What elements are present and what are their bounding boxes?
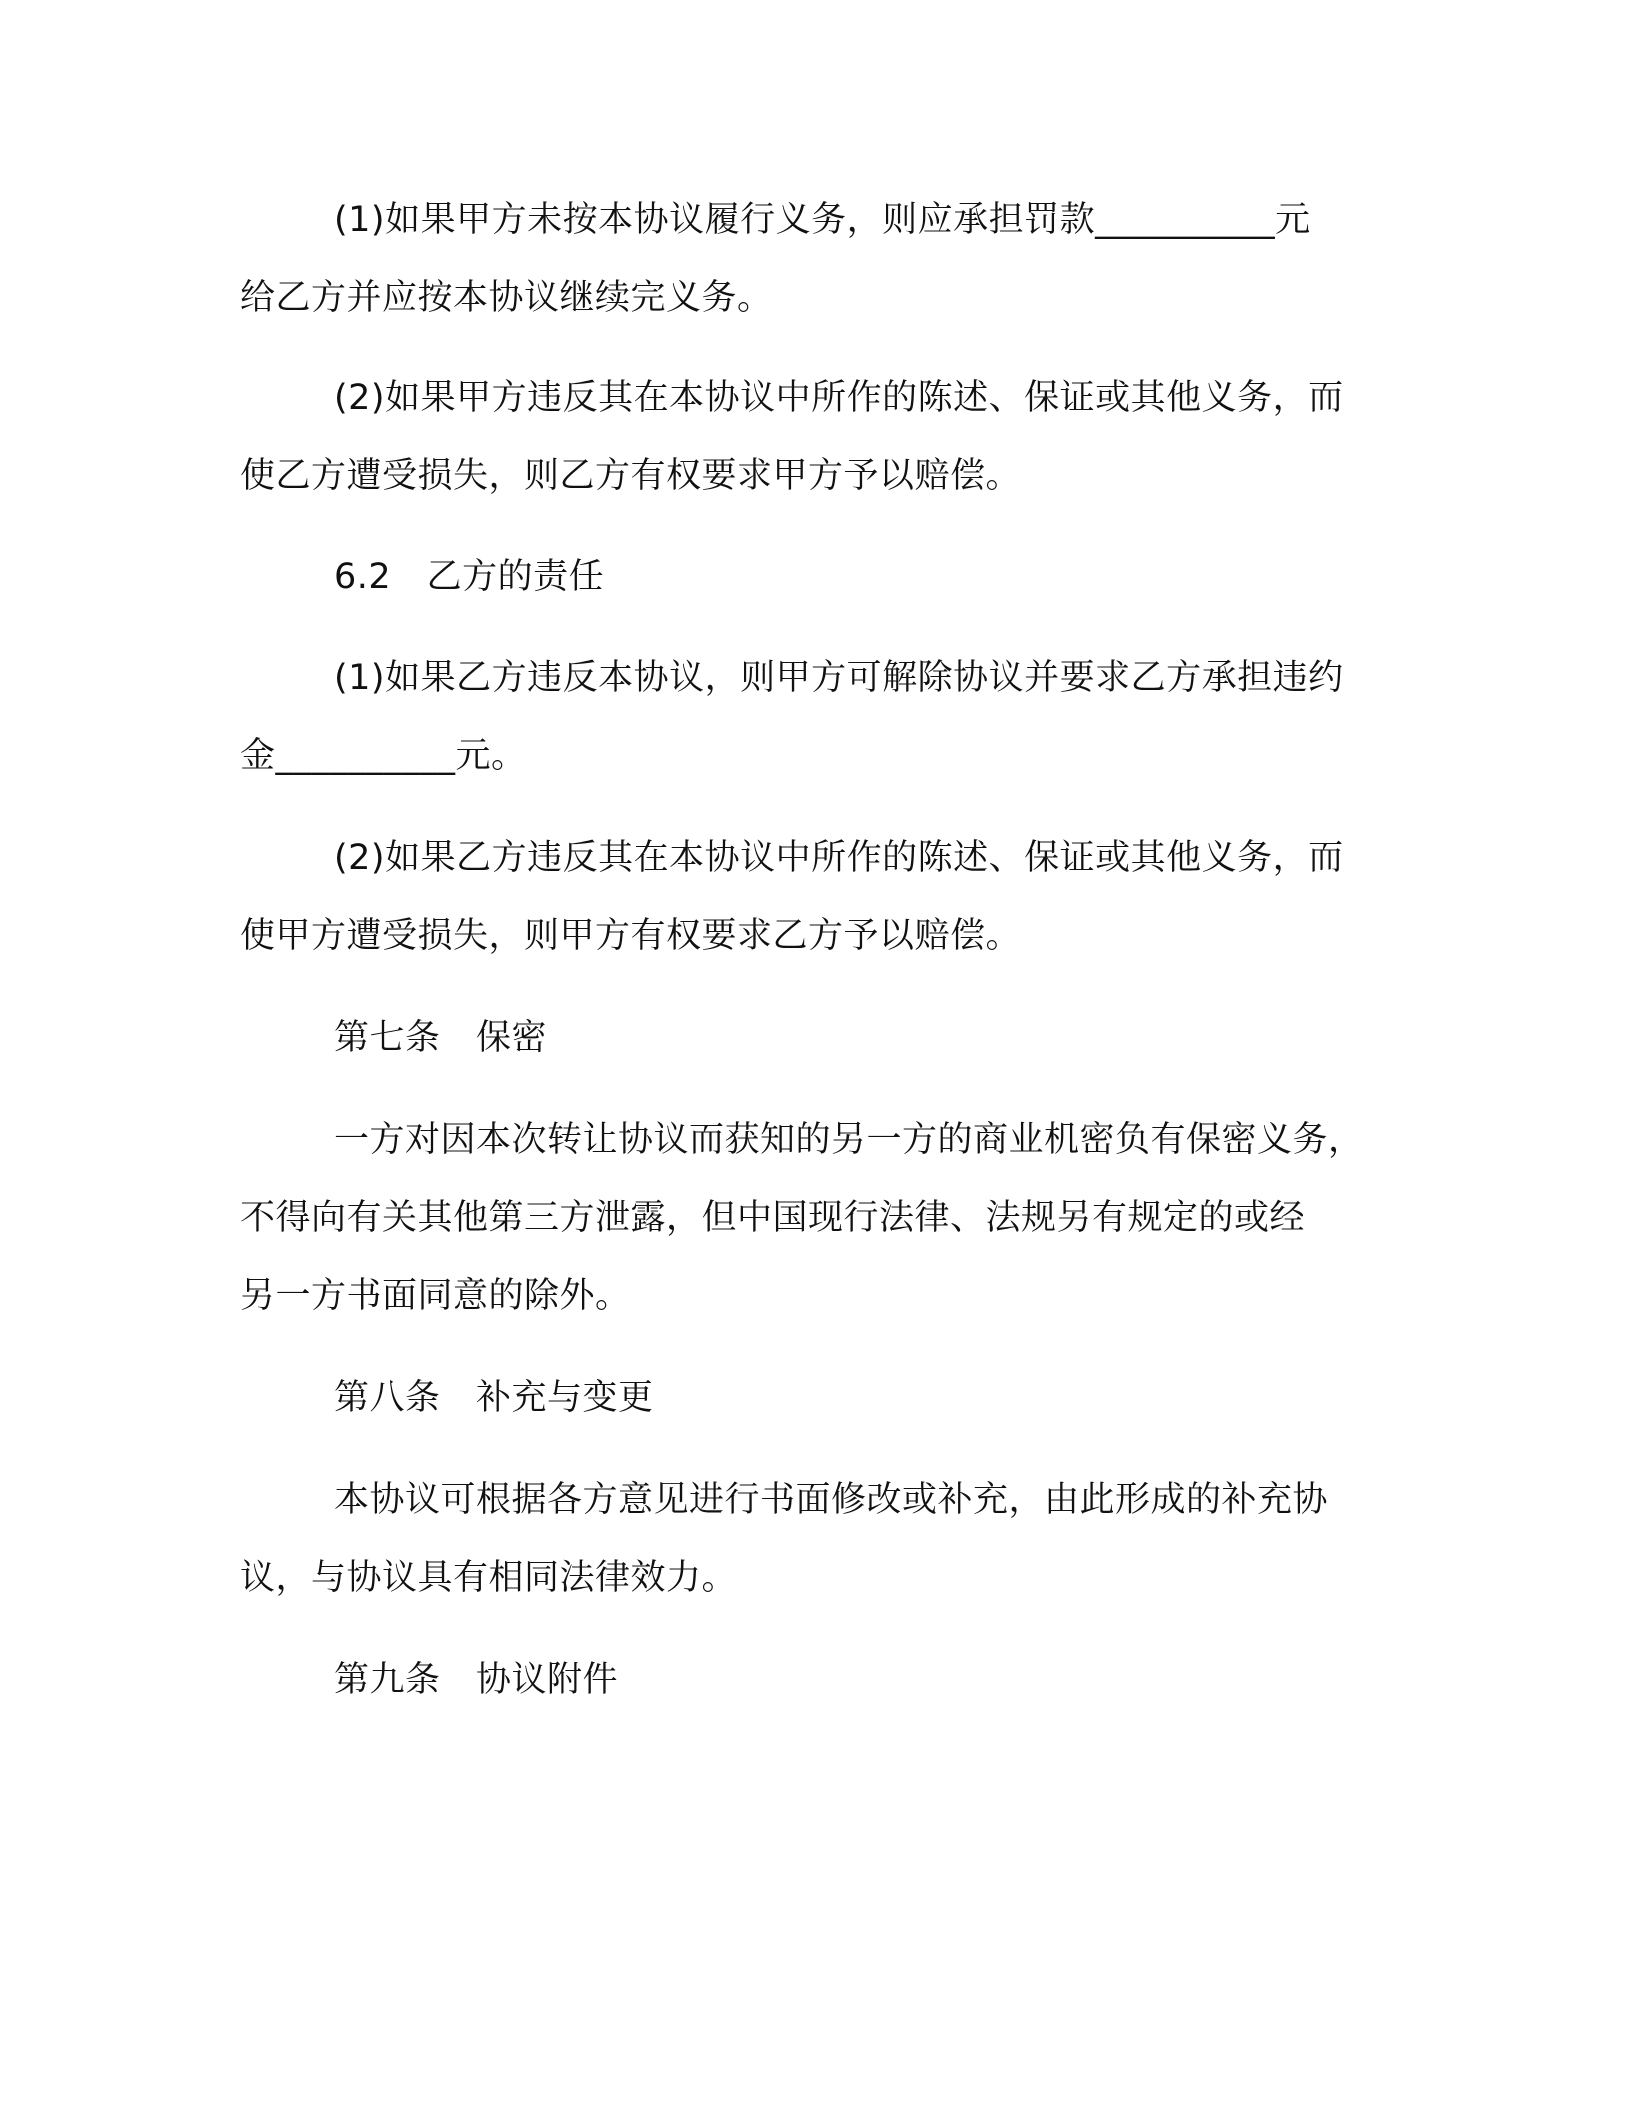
article-7-body-line-1: 一方对因本次转让协议而获知的另一方的商业机密负有保密义务， — [334, 1120, 1364, 1160]
clause-6-1-1-line-1: (1)如果甲方未按本协议履行义务，则应承担罚款__________元 — [334, 200, 1311, 240]
article-8-body-line-2: 议，与协议具有相同法律效力。 — [240, 1558, 738, 1598]
article-9-heading: 第九条 协议附件 — [334, 1660, 619, 1700]
article-7-body-line-3: 另一方书面同意的除外。 — [240, 1276, 631, 1316]
section-6-2-heading: 6.2 乙方的责任 — [334, 557, 605, 597]
clause-6-2-2-line-1: (2)如果乙方违反其在本协议中所作的陈述、保证或其他义务，而 — [334, 838, 1344, 878]
clause-6-2-1-line-2: 金__________元。 — [240, 736, 527, 776]
article-8-heading: 第八条 补充与变更 — [334, 1378, 654, 1418]
clause-6-1-1-line-2: 给乙方并应按本协议继续完义务。 — [240, 278, 773, 318]
article-7-heading: 第七条 保密 — [334, 1018, 548, 1058]
article-8-body-line-1: 本协议可根据各方意见进行书面修改或补充，由此形成的补充协 — [334, 1480, 1329, 1520]
clause-6-2-2-line-2: 使甲方遭受损失，则甲方有权要求乙方予以赔偿。 — [240, 916, 1022, 956]
clause-6-1-2-line-1: (2)如果甲方违反其在本协议中所作的陈述、保证或其他义务，而 — [334, 378, 1344, 418]
clause-6-1-2-line-2: 使乙方遭受损失，则乙方有权要求甲方予以赔偿。 — [240, 456, 1022, 496]
article-7-body-line-2: 不得向有关其他第三方泄露，但中国现行法律、法规另有规定的或经 — [240, 1198, 1306, 1238]
clause-6-2-1-line-1: (1)如果乙方违反本协议，则甲方可解除协议并要求乙方承担违约 — [334, 658, 1344, 698]
